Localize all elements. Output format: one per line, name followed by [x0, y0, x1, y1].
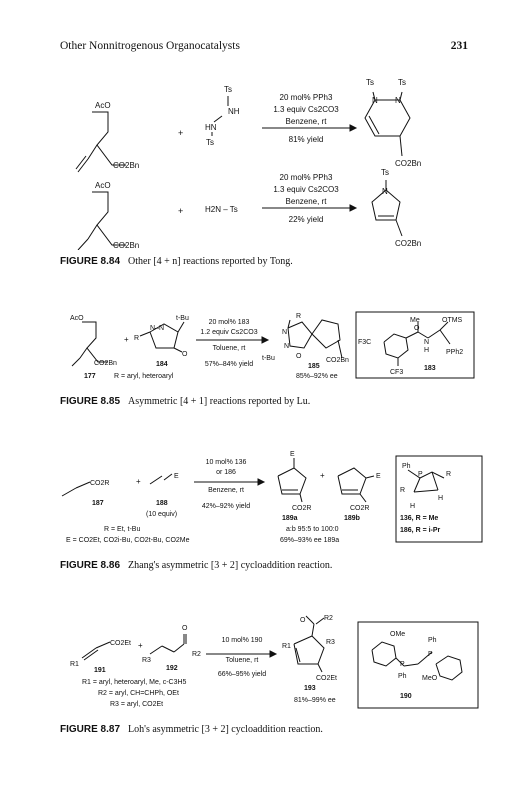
caption-number: FIGURE 8.84	[60, 256, 121, 267]
e-definition: E = CO2Et, CO2i-Bu, CO2t-Bu, CO2Me	[66, 537, 190, 544]
e-label: E	[376, 473, 381, 480]
condition-line: 10 mol% 190	[221, 637, 263, 644]
oxygen-label: O	[414, 325, 420, 332]
figure-8-84-scheme	[0, 70, 528, 250]
nitrogen-label: N	[395, 96, 401, 105]
caption-text: Asymmetric [4 + 1] reactions reported by Lu.	[128, 396, 311, 407]
oxygen-label: O	[182, 351, 188, 358]
sm-ester: CO2Bn	[94, 360, 117, 367]
r2-label: R2	[192, 651, 201, 658]
e-label: E	[290, 451, 295, 458]
r-label: R	[296, 313, 302, 320]
me-label: Me	[410, 317, 420, 324]
hn-label: HN	[205, 123, 217, 132]
product-ester: CO2Bn	[395, 239, 422, 248]
condition-line: Toluene, rt	[225, 657, 259, 664]
phenyl-label: Ph	[398, 673, 407, 680]
condition-line: Benzene, rt	[285, 197, 327, 206]
product-ester: CO2R	[292, 505, 312, 512]
r1-label: R1	[282, 643, 291, 650]
compound-number: 177	[84, 373, 96, 380]
sm-ester: CO2Et	[110, 640, 132, 647]
f3c-label: F3C	[358, 339, 372, 346]
sm-aco: AcO	[70, 315, 84, 322]
condition-line: 42%–92% yield	[201, 503, 251, 510]
nitrogen-label: N	[284, 343, 290, 350]
condition-line: or 186	[216, 469, 236, 476]
caption-number: FIGURE 8.85	[60, 396, 121, 407]
condition-line: 1.3 equiv Cs2CO3	[273, 105, 339, 114]
nn-label: N–N	[150, 325, 165, 332]
product-ester: CO2Bn	[326, 357, 349, 364]
r3-definition: R3 = aryl, CO2Et	[110, 701, 164, 708]
figure-8-86-scheme	[0, 448, 528, 560]
r2-label: R2	[324, 615, 333, 622]
compound-number: 188	[156, 500, 168, 507]
phosphorus-label: P	[400, 661, 405, 668]
product-ester: CO2R	[350, 505, 370, 512]
r-label: R	[446, 471, 452, 478]
equiv-label: (10 equiv)	[146, 511, 178, 518]
tbu-label: t-Bu	[262, 355, 275, 362]
compound-number: 189b	[344, 515, 360, 522]
caption-number: FIGURE 8.87	[60, 724, 121, 735]
r2-definition: R2 = aryl, CH=CHPh, OEt	[98, 690, 179, 697]
figure-8-87-caption	[60, 724, 323, 735]
compound-number: 190	[400, 693, 412, 700]
amine-label: H2N – Ts	[205, 205, 238, 214]
tosyl-label: Ts	[206, 138, 214, 147]
hydrogen-label: H	[438, 495, 444, 502]
condition-line: Benzene, rt	[208, 487, 244, 494]
nitrogen-label: N	[424, 339, 430, 346]
condition-line: 20 mol% 183	[208, 319, 250, 326]
tbu-label: t-Bu	[176, 315, 189, 322]
plus-sign: +	[178, 128, 184, 138]
tosyl-label: Ts	[224, 85, 232, 94]
r-definition: R = aryl, heteroaryl	[114, 373, 174, 380]
plus-sign: +	[138, 641, 143, 650]
pph2-label: PPh2	[446, 349, 464, 356]
compound-number: 187	[92, 500, 104, 507]
figure-8-85-caption	[60, 396, 310, 407]
phenyl-label: Ph	[428, 637, 437, 644]
nitrogen-label: N	[382, 187, 388, 196]
catalyst-label: 186, R = i-Pr	[400, 527, 441, 534]
nitrogen-label: N	[372, 96, 378, 105]
hydrogen-label: H	[424, 347, 430, 354]
page-number: 231	[450, 40, 468, 52]
r-label: R	[134, 335, 140, 342]
e-label: E	[174, 473, 179, 480]
condition-line: 20 mol% PPh3	[279, 173, 333, 182]
plus-sign: +	[178, 206, 184, 216]
tosyl-label: Ts	[381, 168, 389, 177]
compound-number: 191	[94, 667, 106, 674]
r-label: R	[400, 487, 406, 494]
otms-label: OTMS	[442, 317, 463, 324]
plus-sign: +	[124, 335, 129, 344]
condition-line: 57%–84% yield	[204, 361, 254, 368]
caption-text: Loh's asymmetric [3 + 2] cycloaddition reaction.	[128, 724, 323, 735]
tosyl-label: Ts	[398, 78, 406, 87]
hydrogen-label: H	[410, 503, 416, 510]
ome-label: OMe	[390, 631, 406, 638]
condition-line: 81% yield	[288, 135, 324, 144]
condition-line: Toluene, rt	[212, 345, 246, 352]
plus-sign: +	[320, 471, 325, 480]
compound-number: 193	[304, 685, 316, 692]
sm-ester: CO2R	[90, 480, 110, 487]
sm-ester: CO2Bn	[113, 241, 140, 250]
condition-line: 22% yield	[288, 215, 324, 224]
catalyst-label: 136, R = Me	[400, 515, 439, 522]
r1-label: R1	[70, 661, 79, 668]
ee-label: 69%–93% ee 189a	[280, 537, 340, 544]
cf3-label: CF3	[390, 369, 404, 376]
ratio-label: a:b 95:5 to 100:0	[286, 526, 339, 533]
condition-line: 1.2 equiv Cs2CO3	[200, 329, 258, 336]
nh-label: NH	[228, 107, 240, 116]
condition-line: 66%–95% yield	[217, 671, 267, 678]
compound-number: 192	[166, 665, 178, 672]
compound-number: 185	[308, 363, 320, 370]
compound-number: 184	[156, 361, 168, 368]
r1-definition: R1 = aryl, heteroaryl, Me, c-C3H5	[82, 679, 187, 686]
oxygen-label: O	[300, 617, 306, 624]
caption-text: Zhang's asymmetric [3 + 2] cycloaddition reaction.	[128, 560, 333, 571]
phosphorus-label: P	[418, 471, 423, 478]
figure-8-85-scheme	[0, 300, 528, 390]
sm-aco: AcO	[95, 101, 111, 110]
condition-line: 20 mol% PPh3	[279, 93, 333, 102]
ee-label: 81%–99% ee	[294, 697, 336, 704]
r3-label: R3	[326, 639, 335, 646]
r3-label: R3	[142, 657, 151, 664]
sm-aco: AcO	[95, 181, 111, 190]
r-definition: R = Et, t-Bu	[104, 526, 141, 533]
oxygen-label: O	[296, 353, 302, 360]
sm-ester: CO2Bn	[113, 161, 140, 170]
product-ester: CO2Et	[316, 675, 338, 682]
condition-line: 1.3 equiv Cs2CO3	[273, 185, 339, 194]
caption-text: Other [4 + n] reactions reported by Tong.	[128, 256, 293, 267]
phenyl-label: Ph	[402, 463, 411, 470]
product-ester: CO2Bn	[395, 159, 422, 168]
ee-label: 85%–92% ee	[296, 373, 338, 380]
oxygen-label: O	[182, 625, 188, 632]
figure-8-84-caption	[60, 256, 293, 267]
compound-number: 183	[424, 365, 436, 372]
plus-sign: +	[136, 477, 141, 486]
nitrogen-label: N	[282, 329, 288, 336]
phosphorus-label: P	[428, 651, 433, 658]
figure-8-87-scheme	[0, 608, 528, 722]
tosyl-label: Ts	[366, 78, 374, 87]
caption-number: FIGURE 8.86	[60, 560, 121, 571]
compound-number: 189a	[282, 515, 298, 522]
meo-label: MeO	[422, 675, 438, 682]
figure-8-86-caption	[60, 560, 332, 571]
condition-line: 10 mol% 136	[205, 459, 247, 466]
running-title: Other Nonnitrogenous Organocatalysts	[60, 40, 240, 52]
condition-line: Benzene, rt	[285, 117, 327, 126]
